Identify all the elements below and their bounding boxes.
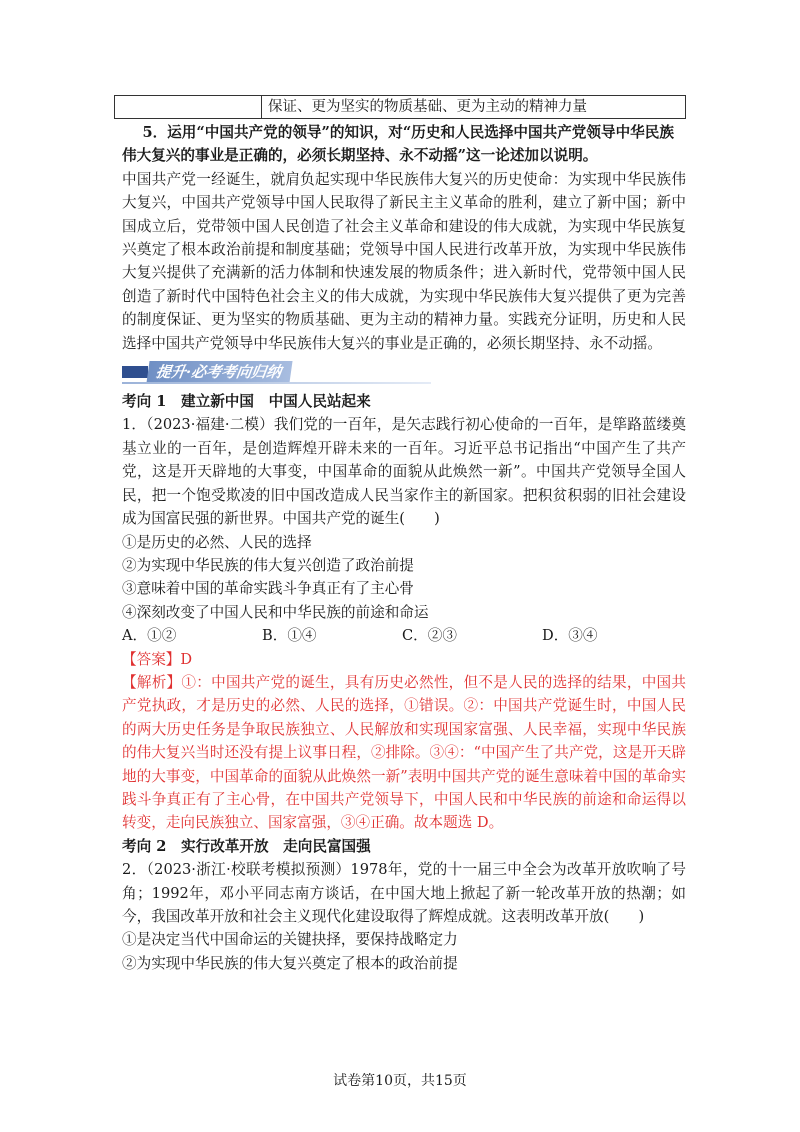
table-cell-text: 保证、更为坚实的物质基础、更为主动的精神力量 xyxy=(268,99,587,115)
question1-analysis xyxy=(122,671,686,835)
banner-label: 提升·必考考向归纳 xyxy=(146,361,292,383)
question5-prompt-line1: 5．运用“中国共产党的领导”的知识，对“历史和人民选择中国共产党领导中华民族 xyxy=(142,124,674,141)
banner-underline xyxy=(122,382,431,384)
question1-options xyxy=(122,624,686,647)
question1-item: ②为实现中华民族的伟大复兴创造了政治前提 xyxy=(122,556,414,574)
option-d: D．③④ xyxy=(542,627,598,645)
question5-prompt-line2: 伟大复兴的事业是正确的，必须长期坚持、永不动摇”这一论述加以说明。 xyxy=(122,147,598,165)
question5-answer: 中国共产党一经诞生，就肩负起实现中华民族伟大复兴的历史使命：为实现中华民族伟大复兴，中国共产党领导中国人民取得了新民主主义革命的胜利，建立了新中国；新中国成立后，党带领中国人民创造了社会主义革命和建设的伟大成就，为实现中华民族复兴奠定了根本政治前提和制度基础；党领导中国人民进行改革开放，为实现中华民族伟大复兴提供了充满新的活力体制和快速发展的物质条件；进入新时代，党带领中国人民创造了新时代中国特色社会主义的伟大成就，为实现中华民族伟大复兴提供了更为完善的制度保证、更为坚实的物质基础、更为主动的精神力量。实践充分证明，历史和人民选择中国共产党领导中华民族伟大复兴的事业是正确的，必须长期坚持、永不动摇。 xyxy=(122,170,686,352)
analysis-label: 【解析】 xyxy=(122,673,182,691)
option-c: C．②③ xyxy=(402,627,457,645)
table-cell-empty xyxy=(115,96,262,118)
direction1-heading: 考向 1 建立新中国 中国人民站起来 xyxy=(122,393,371,411)
question2-item: ②为实现中华民族的伟大复兴奠定了根本的政治前提 xyxy=(122,954,458,972)
question1-answer xyxy=(122,648,686,671)
question2-stem: 2．（2023·浙江·校联考模拟预测）1978年，党的十一届三中全会为改革开放吹响了号角；1992年，邓小平同志南方谈话，在中国大地上掀起了新一轮改革开放的热潮；如今，我国改革开放和社会主义现代化建设取得了辉煌成就。这表明改革开放( ) xyxy=(122,861,686,925)
answer-label: 【答案】 xyxy=(122,650,181,668)
question2-item: ①是决定当代中国命运的关键抉择，要保持战略定力 xyxy=(122,931,458,949)
section-banner xyxy=(122,359,686,385)
question1-item: ③意味着中国的革命实践斗争真正有了主心骨 xyxy=(122,580,414,598)
question1-item: ①是历史的必然、人民的选择 xyxy=(122,533,312,551)
option-b: B．①④ xyxy=(262,627,317,645)
banner-accent-bar xyxy=(122,366,148,378)
analysis-text: ①：中国共产党的诞生，具有历史必然性，但不是人民的选择的结果，中国共产党执政，才是历史的必然、人民的选择，①错误。②：中国共产党诞生时，中国人民的两大历史任务是争取民族独立、人民解放和实现国家富强、人民幸福，实现中华民族的伟大复兴当时还没有提上议事日程，②排除。③④：“中国产生了共产党，这是开天辟地的大事变，中国革命的面貌从此焕然一新”表明中国共产党的诞生意味着中国的革命实践斗争真正有了主心骨，在中国共产党领导下，中国人民和中华民族的前途和命运得以转变，走向民族独立、国家富强，③④正确。故本题选 D。 xyxy=(122,673,686,832)
answer-value: D xyxy=(180,650,193,668)
question1-item: ④深刻改变了中国人民和中华民族的前途和命运 xyxy=(122,603,429,621)
option-a: A．①② xyxy=(122,627,177,645)
direction2-heading: 考向 2 实行改革开放 走向民富国强 xyxy=(122,837,371,855)
question1-stem: 1．（2023·福建·二模）我们党的一百年，是矢志践行初心使命的一百年，是筚路蓝缕奠基立业的一百年，是创造辉煌开辟未来的一百年。习近平总书记指出“中国产生了共产党，这是开天辟地的大事变，中国革命的面貌从此焕然一新”。中国共产党领导全国人民，把一个饱受欺凌的旧中国改造成人民当家作主的新国家。把积贫积弱的旧社会建设成为国富民强的新世界。中国共产党的诞生( ) xyxy=(122,416,686,528)
page-content xyxy=(122,121,686,975)
table-fragment xyxy=(114,95,686,119)
page-footer: 试卷第10页，共15页 xyxy=(333,1073,467,1089)
